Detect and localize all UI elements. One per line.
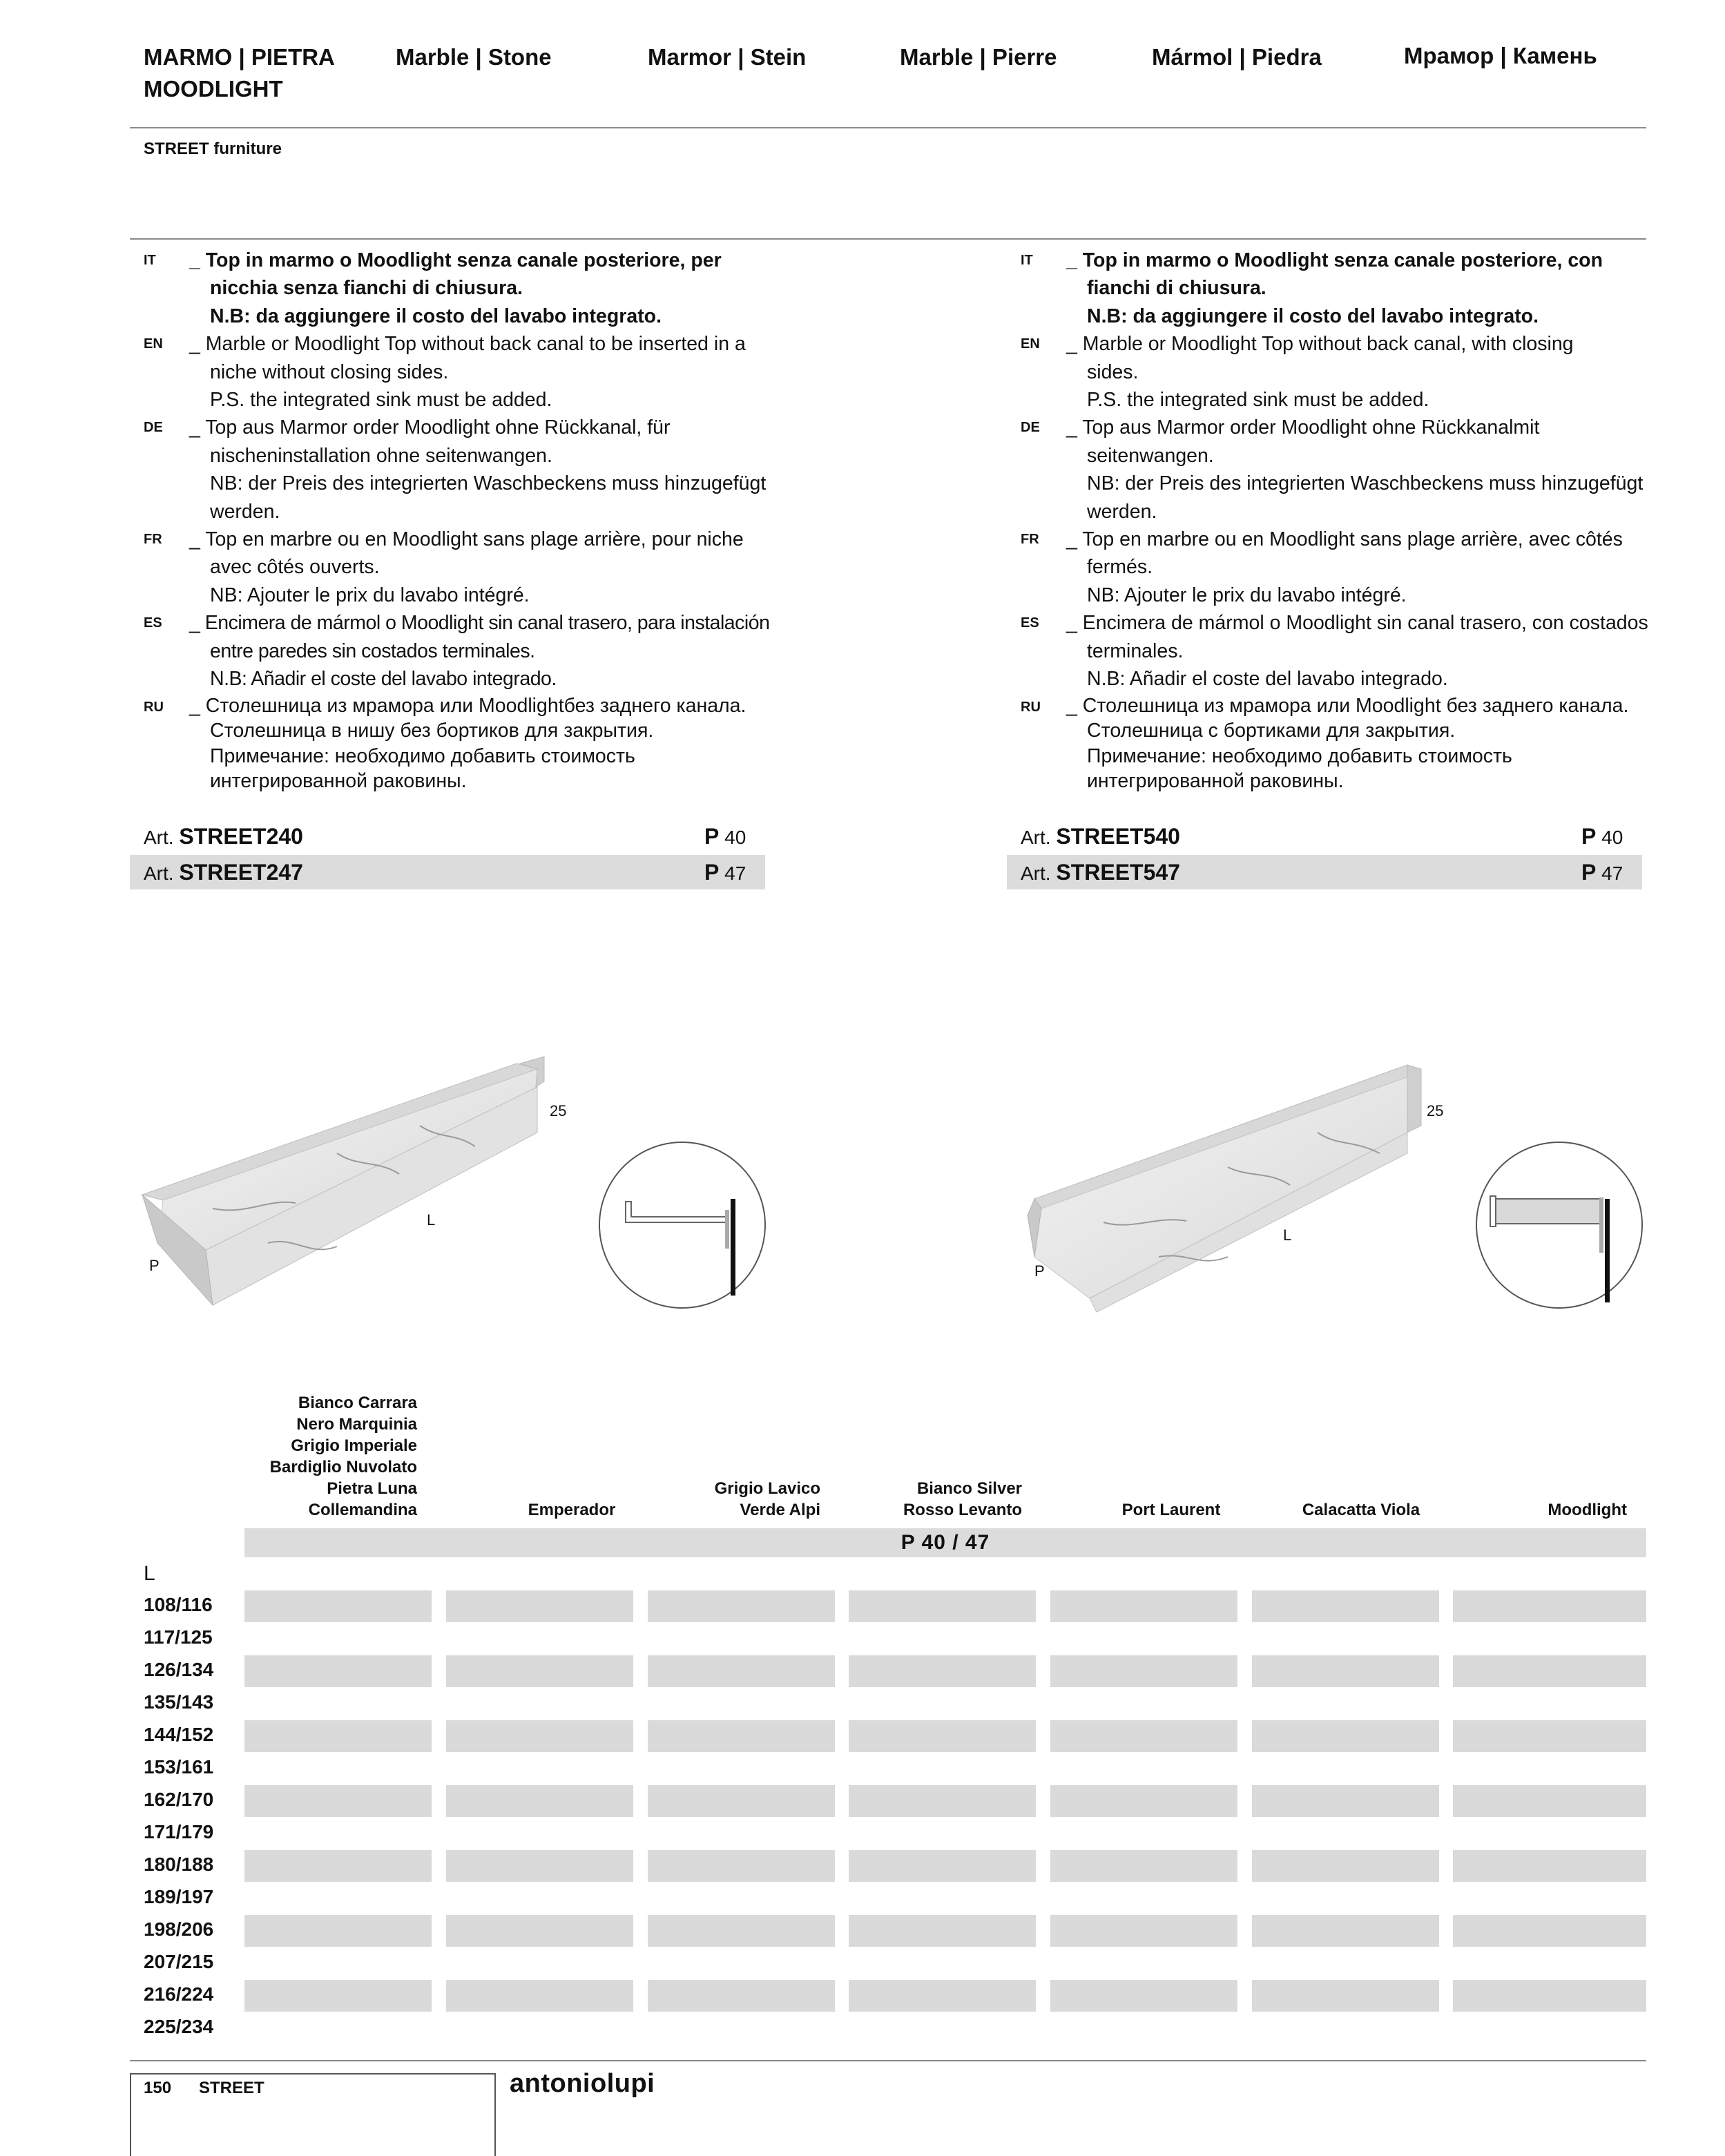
desc-line: _ Top in marmo o Moodlight senza canale posteriore, con [1066,249,1603,271]
desc-line: Примечание: необходимо добавить стоимость [210,744,635,767]
price-cell [1453,1655,1646,1687]
desc-line: Столешница с бортиками для закрытия. [1087,720,1456,742]
section-divider [130,238,1646,240]
desc-line: интегрированной раковины. [1087,770,1344,792]
price-cell [849,1590,1036,1622]
dim-height: 25 [550,1102,567,1119]
depth-value: 47 [724,863,746,884]
article-row [130,855,765,889]
finish-column-1 [238,1392,417,1521]
footer-divider [130,2060,1646,2061]
desc-line: NB: der Preis des integrierten Waschbeckens muss hinzugefügt [1087,472,1644,495]
footer-section: STREET [199,2079,264,2097]
desc-line: _ Top aus Marmor order Moodlight ohne Rückkanal, für [189,416,671,439]
price-cell [446,1655,633,1687]
desc-line: niche without closing sides. [210,360,449,383]
product-2-description [1021,247,1670,794]
desc-line: P.S. the integrated sink must be added. [1087,389,1429,412]
desc-line: _ Top en marbre ou en Moodlight sans plage arrière, avec côtés [1066,528,1623,551]
page-number: 150 [144,2079,172,2097]
length-label: 180/188 [144,1854,214,1875]
lang-code: EN [144,336,163,352]
finish-name: Bianco Silver [916,1479,1022,1498]
desc-line: sides. [1087,360,1139,383]
price-cell [648,1720,835,1752]
desc-de [1021,414,1670,526]
section-title: STREET furniture [144,139,282,158]
finish-column-5 [1081,1499,1261,1521]
price-cell [1453,1785,1646,1817]
price-cell [1050,1915,1237,1947]
desc-line: N.B: Añadir el coste del lavabo integrado. [1087,668,1448,691]
price-cell [1252,1850,1439,1882]
lang-code: RU [144,699,164,715]
price-cell [1252,1720,1439,1752]
depth-label: P [1581,824,1597,849]
price-cell [1050,1720,1237,1752]
desc-ru [1021,693,1670,794]
desc-line: avec côtés ouverts. [210,556,380,579]
lang-code: ES [1021,615,1039,631]
product-1-illustration [130,1050,779,1326]
finish-column-2 [482,1499,662,1521]
desc-line: _ Marble or Moodlight Top without back canal, with closing [1066,333,1574,356]
finish-name: Nero Marquinia [296,1415,417,1434]
desc-line: N.B: da aggiungere il costo del lavabo integrato. [210,305,662,327]
desc-line: nicchia senza fianchi di chiusura. [210,277,523,300]
brand-logo: antoniolupi [510,2069,655,2098]
price-cell [1252,1655,1439,1687]
price-cell [244,1850,432,1882]
price-cell [1050,1590,1237,1622]
desc-line: N.B: da aggiungere il costo del lavabo integrato. [1087,305,1539,327]
length-label: 225/234 [144,2016,214,2037]
desc-es [1021,609,1670,693]
length-header: L [144,1562,155,1585]
price-cell [1252,1590,1439,1622]
header-lang-es: Mármol | Piedra [1152,44,1322,70]
lang-code: ES [144,615,162,631]
article-code: STREET547 [1056,860,1180,885]
section-detail-profile [1490,1199,1601,1224]
length-label: 117/125 [144,1626,213,1648]
length-label: 153/161 [144,1756,214,1778]
length-label: 216/224 [144,1983,214,2005]
price-cell [1453,1590,1646,1622]
desc-line: seitenwangen. [1087,444,1214,467]
length-label: 198/206 [144,1918,214,1940]
price-cell [244,1785,432,1817]
depth-label: P [704,824,720,849]
wall-line [1605,1199,1610,1302]
desc-line: werden. [210,500,280,523]
price-cell [648,1850,835,1882]
finish-column-4 [842,1478,1022,1521]
price-cell [244,1655,432,1687]
desc-line: fianchi di chiusura. [1087,277,1266,300]
dim-height: 25 [1427,1102,1444,1119]
price-cell [1050,1980,1237,2012]
length-label: 144/152 [144,1724,214,1745]
dim-length: L [1283,1226,1292,1244]
depth-value: 40 [1601,827,1623,848]
header-divider [130,127,1646,128]
article-code: STREET247 [179,860,303,885]
finish-name: Rosso Levanto [903,1501,1022,1519]
price-cell [446,1785,633,1817]
lang-code: DE [1021,420,1040,436]
desc-line: nischeninstallation ohne seitenwangen. [210,444,552,467]
section-detail-profile [626,1202,726,1222]
desc-fr [144,526,793,609]
desc-line: _ Top en marbre ou en Moodlight sans plage arrière, pour niche [189,528,744,551]
desc-line: entre paredes sin costados terminales. [210,639,535,662]
header-lang-ru: Мрамор | Камень [1404,43,1597,68]
price-cell [1453,1980,1646,2012]
top-closing-side [1407,1065,1421,1133]
price-cell [446,1590,633,1622]
depth-label: P [1581,860,1597,885]
desc-line: _ Encimera de mármol o Moodlight sin canal trasero, para instalación [189,612,770,635]
finish-column-7 [1447,1499,1627,1521]
header-lang-en: Marble | Stone [396,44,552,70]
dim-depth: P [1034,1262,1045,1280]
article-code: STREET540 [1056,824,1180,849]
price-header: P 40 / 47 [244,1528,1646,1557]
price-cell [648,1980,835,2012]
length-label: 189/197 [144,1886,214,1907]
length-label: 207/215 [144,1951,214,1972]
desc-it [1021,247,1670,330]
article-row [130,819,765,854]
desc-line: интегрированной раковины. [210,770,467,792]
header-lang-de: Marmor | Stein [648,44,807,70]
article-prefix: Art. [1021,863,1051,884]
price-cell [1252,1980,1439,2012]
length-label: 126/134 [144,1659,214,1680]
wall-bracket [1599,1197,1603,1253]
desc-line: _ Marble or Moodlight Top without back canal to be inserted in a [189,333,746,356]
header-lang-fr: Marble | Pierre [900,44,1057,70]
header-subtitle: MOODLIGHT [144,76,283,102]
desc-en [144,330,793,414]
length-label: 135/143 [144,1691,214,1713]
price-cell [244,1590,432,1622]
price-cell [648,1785,835,1817]
price-cell [446,1850,633,1882]
dim-length: L [427,1211,436,1229]
price-cell [1050,1655,1237,1687]
desc-line: terminales. [1087,639,1184,662]
finish-name: Moodlight [1548,1501,1627,1519]
desc-de [144,414,793,526]
desc-es [144,609,793,693]
finish-name: Grigio Imperiale [291,1436,417,1455]
desc-line: N.B: Añadir el coste del lavabo integrado. [210,668,557,691]
header-lang-it: MARMO | PIETRA [144,44,335,70]
price-cell [648,1655,835,1687]
price-cell [648,1915,835,1947]
price-cell [648,1590,835,1622]
length-label: 108/116 [144,1594,213,1615]
price-cell [849,1785,1036,1817]
desc-line: _ Encimera de mármol o Moodlight sin canal trasero, con costados [1066,612,1648,635]
price-cell [1453,1850,1646,1882]
desc-en [1021,330,1670,414]
desc-line: fermés. [1087,556,1153,579]
price-cell [1252,1915,1439,1947]
lang-code: DE [144,420,163,436]
section-detail-circle [599,1142,765,1308]
length-label: 171/179 [144,1821,214,1842]
price-cell [849,1980,1036,2012]
desc-line: NB: Ajouter le prix du lavabo intégré. [210,584,530,606]
lang-code: IT [1021,253,1033,268]
depth-label: P [704,860,720,885]
finish-name: Bardiglio Nuvolato [269,1458,417,1476]
desc-line: werden. [1087,500,1157,523]
product-2-illustration [1007,1050,1656,1326]
dim-depth: P [149,1257,160,1274]
finish-name: Calacatta Viola [1302,1501,1420,1519]
desc-line: _ Top in marmo o Moodlight senza canale posteriore, per [189,249,722,271]
depth-value: 40 [724,827,746,848]
desc-line: Столешница в нишу без бортиков для закрытия. [210,720,654,742]
price-cell [1252,1785,1439,1817]
price-cell [849,1915,1036,1947]
price-cell [1453,1720,1646,1752]
article-row [1007,855,1642,889]
depth-value: 47 [1601,863,1623,884]
price-cell [446,1980,633,2012]
product-1-description [144,247,793,794]
price-cell [244,1915,432,1947]
price-cell [1050,1850,1237,1882]
wall-bracket [725,1210,729,1249]
price-cell [1050,1785,1237,1817]
footer-box [130,2073,496,2156]
desc-line: NB: der Preis des integrierten Waschbeckens muss hinzugefügt [210,472,767,495]
price-cell [849,1850,1036,1882]
lang-code: RU [1021,699,1041,715]
price-cell [446,1915,633,1947]
finish-name: Collemandina [308,1501,417,1519]
finish-column-3 [641,1478,820,1521]
finish-name: Pietra Luna [327,1479,417,1498]
lang-code: EN [1021,336,1040,352]
price-cell [849,1655,1036,1687]
article-prefix: Art. [144,827,174,848]
finish-name: Emperador [528,1501,616,1519]
price-cell [1453,1915,1646,1947]
price-cell [849,1720,1036,1752]
lang-code: IT [144,253,156,268]
lang-code: FR [144,532,162,548]
finish-name: Bianco Carrara [298,1394,417,1412]
finish-name: Port Laurent [1121,1501,1221,1519]
section-detail-circle [1476,1142,1642,1308]
finish-column-6 [1271,1499,1451,1521]
wall-line [731,1199,735,1296]
section-detail-side [1490,1196,1496,1226]
desc-line: _ Top aus Marmor order Moodlight ohne Rückkanalmit [1066,416,1540,439]
finish-name: Grigio Lavico [714,1479,820,1498]
finish-name: Verde Alpi [740,1501,820,1519]
desc-line: P.S. the integrated sink must be added. [210,389,552,412]
price-cell [244,1980,432,2012]
article-prefix: Art. [1021,827,1051,848]
desc-line: _ Столешница из мрамора или Moodlightбез заднего канала. [189,694,746,717]
price-cell [244,1720,432,1752]
article-code: STREET240 [179,824,303,849]
desc-line: Примечание: необходимо добавить стоимость [1087,744,1512,767]
desc-ru [144,693,793,794]
article-prefix: Art. [144,863,174,884]
price-cell [446,1720,633,1752]
article-row [1007,819,1642,854]
length-label: 162/170 [144,1789,214,1810]
desc-line: NB: Ajouter le prix du lavabo intégré. [1087,584,1407,606]
desc-it [144,247,793,330]
lang-code: FR [1021,532,1039,548]
desc-fr [1021,526,1670,609]
desc-line: _ Столешница из мрамора или Moodlight без заднего канала. [1066,694,1629,717]
